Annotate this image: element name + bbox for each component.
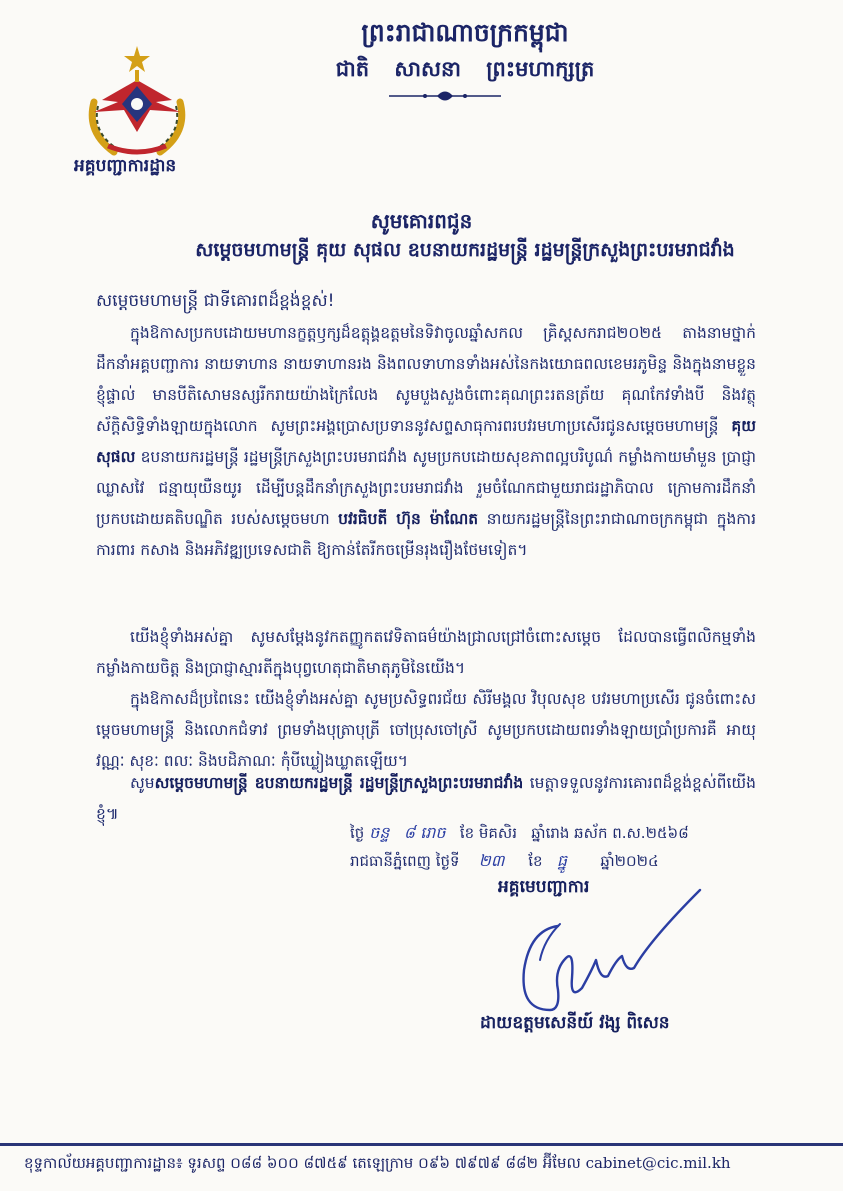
lunar-month: ខែ មិគសិរ <box>459 824 517 842</box>
emblem-caption: អគ្គបញ្ជាការដ្ឋាន <box>74 156 177 176</box>
signer-prefix: ដាយ <box>480 1013 513 1033</box>
paragraph-text: ក្នុងឱកាសប្រកបដោយមហានក្ខត្តឫក្សដ៏ឧត្តុង្គឧត្តមនៃទិវាចូលឆ្នាំសកល គ្រិស្តសករាជ២០២៥ តាងនាមថ្នាក់ដឹកនាំអគ្គបញ្ជាការ នាយទាហាន នាយទាហានរង និងពលទាហានទាំងអស់នៃកងយោធពលខេមរភូមិន្ទ និងក្នុងនាមខ្លួនខ្ញុំផ្ទាល់ មានបីតិសោមនស្សរីករាយយ៉ាងក្រៃលែង សូមបួងសួងចំពោះគុណព្រះរតនត្រ័យ គុណកែវទាំងបី និងវត្ថុស័ក្តិសិទ្ធិទាំងឡាយក្នុងលោក សូមព្រះអង្គប្រោសប្រទាននូវសព្ទសាធុការពរបវរមហាប្រសើរជូនសម្តេចមហាមន្ត្រី <box>96 324 756 435</box>
handwritten-month: ធ្នូ <box>556 851 567 870</box>
footer-contact <box>24 1154 824 1176</box>
footer-divider <box>0 1143 843 1146</box>
footer-contact-text: ខុទ្ទកាល័យអគ្គបញ្ជាការដ្ឋាន៖ ទូរសព្ទ ០៨៨ ៦០០ ៨៧៥៩ តេឡេក្រាម ០៩៦ ៧៩៧៩ ៨៨២ អ៊ីមែល <box>24 1154 581 1172</box>
paragraph-text: សូម <box>130 774 155 792</box>
paragraph-text: នាយករដ្ឋមន្ត្រីនៃព្រះរាជាណាចក្រកម្ពុជា ក្នុងការការពារ កសាង និងអភិវឌ្ឍប្រទេសជាតិ ឱ្យកាន់តែរីកចម្រើនរុងរឿងថែមទៀត។ <box>96 510 756 559</box>
signatory-title: អគ្គមេបញ្ជាការ <box>498 877 590 897</box>
kingdom-title: ព្រះរាជាណាចក្រកម្ពុជា <box>361 18 569 47</box>
national-motto: ជាតិ សាសនា ព្រះមហាក្សត្រ <box>335 57 595 81</box>
footer-email[interactable]: cabinet@cic.mil.kh <box>585 1154 731 1172</box>
paragraph-text: ឧបនាយករដ្ឋមន្ត្រី រដ្ឋមន្ត្រីក្រសួងព្រះបរមរាជវាំង សូមប្រកបដោយសុខភាពល្អបរិបូណ៌ កម្លាំងកាយមាំមួន ប្រាជ្ញាឈ្លាសវៃ ជន្មាយុយឺនយូរ ដើម្បីបន្តដឹកនាំក្រសួងព្រះបរមរាជវាំង រួមចំណែកជាមួយរាជរដ្ឋាភិបាល ក្រោមការដឹកនាំប្រកបដោយគតិបណ្ឌិត របស់សម្តេចមហា <box>96 448 756 528</box>
handwritten-signature-icon <box>500 860 730 1030</box>
signer-name: ឧត្តមសេនីយ៍ វង្ស ពិសេន <box>512 1013 670 1033</box>
greeting: សម្តេចមហាមន្ត្រី ជាទីគោរពដ៏ខ្ពង់ខ្ពស់! <box>96 291 335 311</box>
prime-minister-name: បវរធិបតី ហ៊ុន ម៉ាណែត <box>338 510 479 528</box>
date-place: រាជធានីភ្នំពេញ ថ្ងៃទី <box>350 852 460 870</box>
divider-ornament-icon <box>385 88 505 104</box>
recipient-title: សម្តេចមហាមន្ត្រី ឧបនាយករដ្ឋមន្ត្រី រដ្ឋមន្ត្រីក្រសួងព្រះបរមរាជវាំង <box>154 774 524 792</box>
paragraph-text: មេត្តាទទួលនូវការគោរពដ៏ខ្ពង់ខ្ពស់ពីយើងខ្ញុំ៕ <box>96 774 756 823</box>
handwritten-weekday: ចន្ទ <box>369 823 390 842</box>
handwritten-day: ២៣ <box>478 851 505 870</box>
salutation: សូមគោរពជូន <box>370 209 473 233</box>
recipient-line: សម្តេចមហាមន្ត្រី គុយ សុផល ឧបនាយករដ្ឋមន្ត្រី រដ្ឋមន្ត្រីក្រសួងព្រះបរមរាជវាំង <box>195 239 735 261</box>
body-paragraph-2: យើងខ្ញុំទាំងអស់គ្នា សូមសម្តែងនូវកតញ្ញូកតវេទិតាធម៌យ៉ាងជ្រាលជ្រៅចំពោះសម្តេច ដែលបានធ្វើពលិកម្មទាំងកម្លាំងកាយចិត្ត និងប្រាជ្ញាស្មារតីក្នុងបុព្វហេតុជាតិមាតុភូមិនៃយើង។ <box>96 628 756 677</box>
signatory-name <box>480 1012 800 1037</box>
recipient-name: គុយ សុផល <box>96 417 756 466</box>
body-paragraph-3: ក្នុងឱកាសដ៏ប្រពៃនេះ យើងខ្ញុំទាំងអស់គ្នា សូមប្រសិទ្ធពរជ័យ សិរីមង្គល វិបុលសុខ បវរមហាប្រសើរ ជូនចំពោះសម្តេចមហាមន្ត្រី និងលោកជំទាវ ព្រមទាំងបុត្រាបុត្រី ចៅប្រុសចៅស្រី សូមប្រកបដោយពរទាំងឡាយប្រាំប្រការគឺ អាយុ វណ្ណៈ សុខៈ ពលៈ និងបដិភាណៈ កុំបីឃ្លៀងឃ្លាតឡើយ។ <box>96 690 756 770</box>
month-label: ខែ <box>528 852 543 870</box>
body-paragraph-1 <box>96 318 756 566</box>
date-label: ថ្ងៃ <box>350 824 365 842</box>
lunar-date-line <box>350 822 780 846</box>
lunar-year: ឆ្នាំរោង ឆស័ក ព.ស.២៥៦៨ <box>531 824 689 842</box>
handwritten-lunar-date: ៨ រោច <box>403 823 446 842</box>
body-paragraph-4 <box>96 768 756 830</box>
military-emblem-icon <box>74 42 200 160</box>
year: ឆ្នាំ២០២៤ <box>600 852 659 870</box>
